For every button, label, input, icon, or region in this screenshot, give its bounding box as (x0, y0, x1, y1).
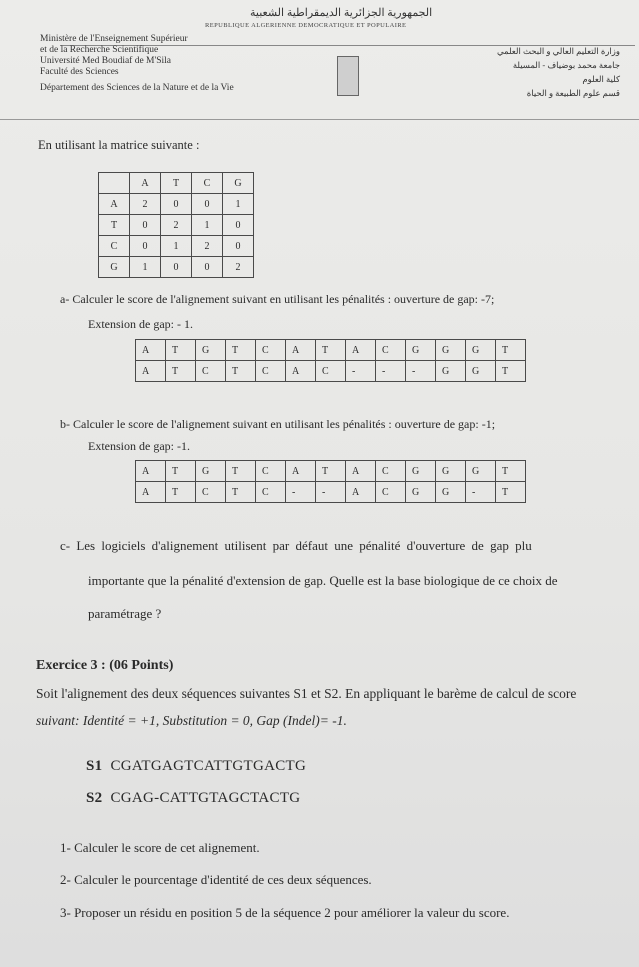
question-b-text: b- Calculer le score de l'alignement suivant en utilisant les pénalités : ouverture de gap: -1; (60, 417, 496, 431)
matrix-cell: 2 (192, 236, 223, 257)
alignment-cell: C (376, 482, 406, 503)
alignment-cell: - (376, 361, 406, 382)
intro-text: En utilisant la matrice suivante : (38, 138, 200, 152)
matrix-cell: 1 (223, 194, 254, 215)
sequence-s1 (86, 758, 306, 775)
alignment-cell: - (406, 361, 436, 382)
matrix-cell: 0 (130, 236, 161, 257)
sequence-s1-label: S1 (86, 758, 103, 774)
matrix-cell: G (223, 173, 254, 194)
alignment-b-row-1 (136, 461, 526, 482)
matrix-cell: 2 (161, 215, 192, 236)
alignment-cell: T (496, 340, 526, 361)
alignment-cell: A (136, 482, 166, 503)
header-left-line: Université Med Boudiaf de M'Sila (40, 56, 171, 66)
exercise-3-title: Exercice 3 : (06 Points) (36, 658, 174, 673)
alignment-cell: G (196, 461, 226, 482)
alignment-a-row-2 (136, 361, 526, 382)
matrix-cell: A (99, 194, 130, 215)
alignment-cell: C (196, 482, 226, 503)
alignment-cell: C (256, 340, 286, 361)
matrix-cell: 0 (192, 257, 223, 278)
question-c-line-3: paramétrage ? (88, 606, 162, 621)
matrix-cell: 0 (223, 215, 254, 236)
matrix-cell: C (99, 236, 130, 257)
exercise-3-question-1: 1- Calculer le score de cet alignement. (60, 840, 260, 855)
matrix-row (99, 215, 254, 236)
question-c-line-1: c- Les logiciels d'alignement utilisent par défaut une pénalité d'ouverture de gap plu (60, 538, 532, 553)
matrix-header-row (99, 173, 254, 194)
exercise-3-line-1: Soit l'alignement des deux séquences suivantes S1 et S2. En appliquant le barème de calcul de score (36, 686, 577, 701)
alignment-cell: T (316, 461, 346, 482)
alignment-cell: - (316, 482, 346, 503)
matrix-cell: 0 (161, 194, 192, 215)
alignment-cell: T (496, 361, 526, 382)
scoring-matrix (98, 172, 254, 278)
header-right-line: وزارة التعليم العالي و البحث العلمي (496, 46, 620, 56)
matrix-cell: 2 (130, 194, 161, 215)
header-arabic-title: الجمهورية الجزائرية الديمقراطية الشعبية (250, 7, 433, 19)
matrix-cell: T (161, 173, 192, 194)
alignment-cell: T (166, 482, 196, 503)
alignment-cell: - (286, 482, 316, 503)
alignment-cell: T (166, 340, 196, 361)
sequence-s2-value: CGAG-CATTGTAGCTACTG (110, 790, 301, 806)
header-right-block (440, 44, 620, 100)
alignment-cell: T (226, 482, 256, 503)
question-b-extension: Extension de gap: -1. (88, 439, 190, 453)
matrix-cell: T (99, 215, 130, 236)
header-left-line: Faculté des Sciences (40, 67, 119, 77)
header-bottom-rule (0, 119, 639, 120)
sequence-s2-label: S2 (86, 790, 103, 806)
alignment-cell: T (166, 461, 196, 482)
header-left-block (40, 34, 234, 94)
alignment-cell: A (136, 340, 166, 361)
alignment-cell: A (136, 461, 166, 482)
matrix-cell: 0 (192, 194, 223, 215)
header-left-line: Département des Sciences de la Nature et de la Vie (40, 83, 234, 93)
alignment-cell: A (346, 461, 376, 482)
alignment-cell: A (136, 361, 166, 382)
matrix-cell: G (99, 257, 130, 278)
alignment-cell: C (256, 482, 286, 503)
alignment-cell: C (256, 361, 286, 382)
alignment-a-row-1 (136, 340, 526, 361)
header-right-line: قسم علوم الطبيعة و الحياة (526, 88, 620, 98)
alignment-cell: A (286, 340, 316, 361)
alignment-cell: T (496, 461, 526, 482)
matrix-cell: 2 (223, 257, 254, 278)
alignment-cell: - (466, 482, 496, 503)
exercise-3-line-2: suivant: Identité = +1, Substitution = 0, Gap (Indel)= -1. (36, 713, 347, 728)
sequence-s2 (86, 790, 300, 807)
exercise-3-question-2: 2- Calculer le pourcentage d'identité de ces deux séquences. (60, 872, 372, 887)
matrix-row (99, 257, 254, 278)
alignment-cell: T (316, 340, 346, 361)
matrix-row (99, 236, 254, 257)
university-logo (337, 56, 359, 96)
matrix-cell: 0 (161, 257, 192, 278)
alignment-cell: G (466, 340, 496, 361)
alignment-a-table (135, 339, 526, 382)
question-a-extension: Extension de gap: - 1. (88, 317, 193, 331)
alignment-cell: A (346, 482, 376, 503)
alignment-cell: - (346, 361, 376, 382)
alignment-cell: G (406, 340, 436, 361)
alignment-cell: A (286, 461, 316, 482)
matrix-cell: A (130, 173, 161, 194)
alignment-cell: G (406, 482, 436, 503)
header-left-line: et de la Recherche Scientifique (40, 45, 159, 55)
alignment-cell: G (436, 461, 466, 482)
alignment-cell: T (226, 361, 256, 382)
matrix-cell: 0 (223, 236, 254, 257)
header-left-line: Ministère de l'Enseignement Supérieur (40, 34, 188, 44)
alignment-b-row-2 (136, 482, 526, 503)
header-right-line: جامعة محمد بوضياف - المسيلة (512, 60, 620, 70)
matrix-cell (99, 173, 130, 194)
alignment-cell: C (376, 461, 406, 482)
alignment-cell: C (196, 361, 226, 382)
alignment-cell: A (286, 361, 316, 382)
matrix-cell: 1 (130, 257, 161, 278)
alignment-cell: G (436, 482, 466, 503)
matrix-cell: 1 (192, 215, 223, 236)
alignment-cell: G (466, 361, 496, 382)
question-a-text: a- Calculer le score de l'alignement suivant en utilisant les pénalités : ouverture de gap: -7; (60, 292, 495, 306)
matrix-row (99, 194, 254, 215)
alignment-b-table (135, 460, 526, 503)
matrix-cell: 1 (161, 236, 192, 257)
alignment-cell: C (376, 340, 406, 361)
alignment-cell: G (466, 461, 496, 482)
alignment-cell: T (226, 461, 256, 482)
alignment-cell: G (436, 340, 466, 361)
sequence-s1-value: CGATGAGTCATTGTGACTG (110, 758, 307, 774)
alignment-cell: C (316, 361, 346, 382)
alignment-cell: T (166, 361, 196, 382)
alignment-cell: A (346, 340, 376, 361)
matrix-cell: 0 (130, 215, 161, 236)
alignment-cell: G (436, 361, 466, 382)
header-right-line: كلية العلوم (582, 74, 620, 84)
alignment-cell: T (226, 340, 256, 361)
matrix-cell: C (192, 173, 223, 194)
question-c-line-2: importante que la pénalité d'extension de gap. Quelle est la base biologique de ce choix de (88, 573, 558, 588)
alignment-cell: C (256, 461, 286, 482)
exercise-3-question-3: 3- Proposer un résidu en position 5 de la séquence 2 pour améliorer la valeur du score. (60, 905, 510, 920)
alignment-cell: G (196, 340, 226, 361)
header-french-title: REPUBLIQUE ALGERIENNE DEMOCRATIQUE ET POPULAIRE (205, 22, 407, 29)
alignment-cell: G (406, 461, 436, 482)
alignment-cell: T (496, 482, 526, 503)
